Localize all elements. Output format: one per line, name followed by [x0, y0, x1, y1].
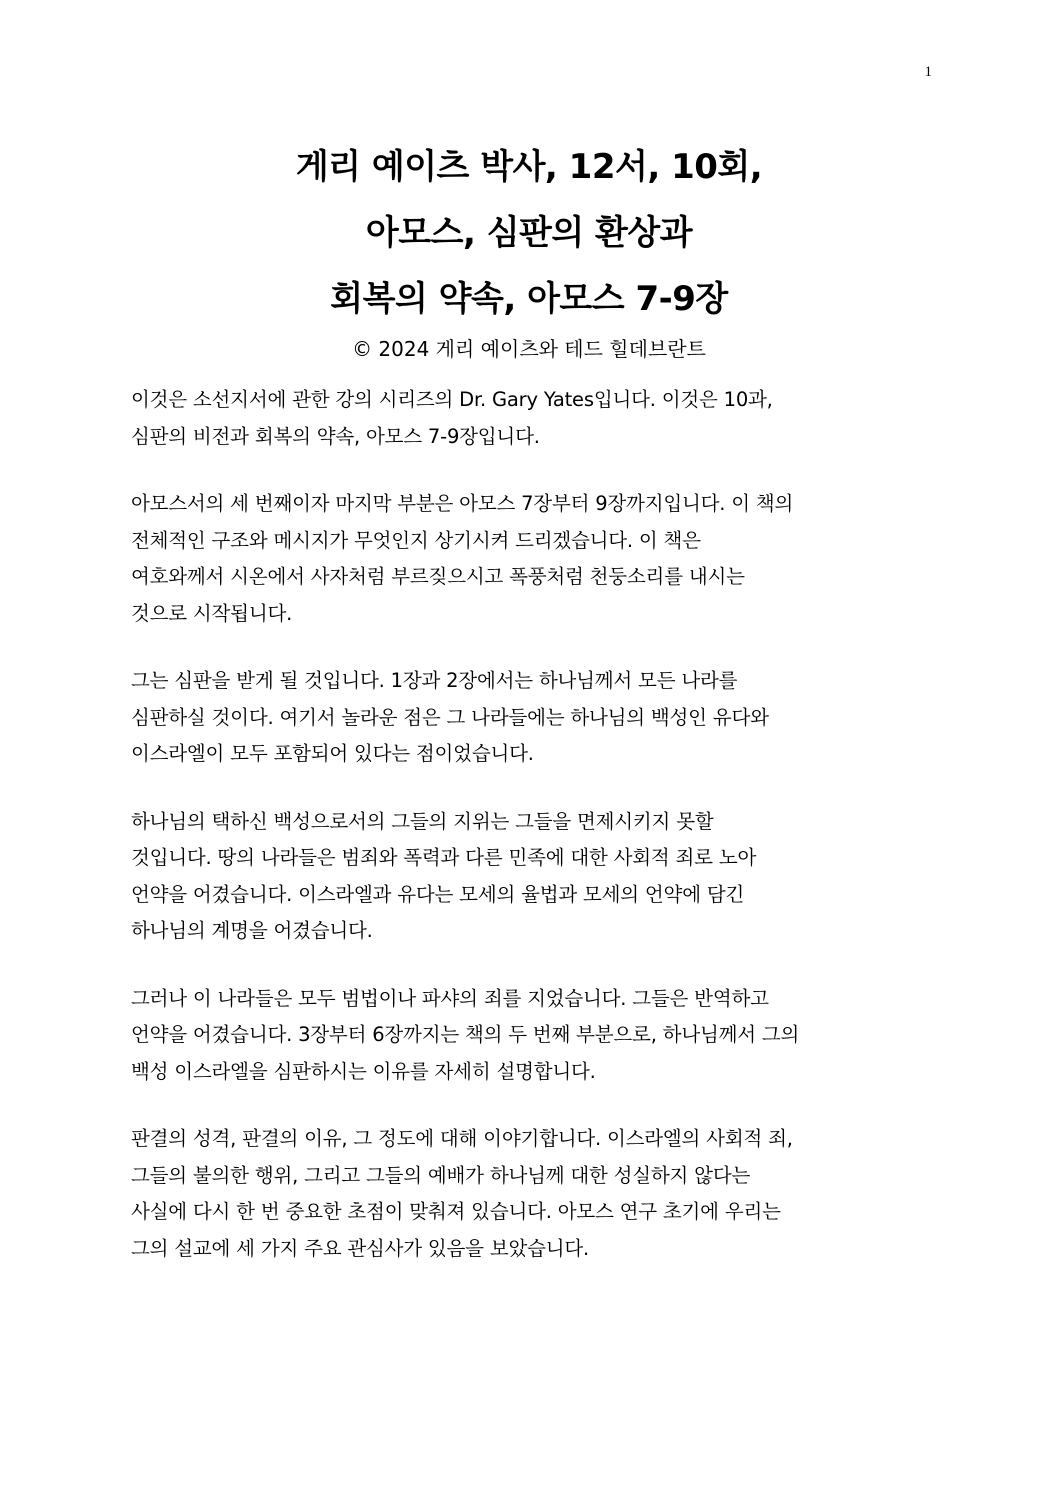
paragraph-6: 판결의 성격, 판결의 이유, 그 정도에 대해 이야기합니다. 이스라엘의 사회적 죄, 그들의 불의한 행위, 그리고 그들의 예배가 하나님께 대한 성실하지 않다는 사실에 다시 한 번 중요한 초점이 맞춰져 있습니다. 아모스 연구 초기에 우리는 그의 설교에 세 가지 주요 관심사가 있음을 보았습니다.	[131, 1127, 793, 1260]
title-line-1: 게리 예이츠 박사, 12서, 10회,	[295, 147, 763, 187]
paragraph-4: 하나님의 택하신 백성으로서의 그들의 지위는 그들을 면제시키지 못할 것입니다. 땅의 나라들은 범죄와 폭력과 다른 민족에 대한 사회적 죄로 노아 언약을 어겼습니다. 이스라엘과 유다는 모세의 율법과 모세의 언약에 담긴 하나님의 계명을 어겼습니다.	[131, 809, 757, 942]
paragraph-5: 그러나 이 나라들은 모두 범법이나 파샤의 죄를 지었습니다. 그들은 반역하고 언약을 어겼습니다. 3장부터 6장까지는 책의 두 번째 부분으로, 하나님께서 그의 백성 이스라엘을 심판하시는 이유를 자세히 설명합니다.	[131, 986, 800, 1083]
paragraph-3: 그는 심판을 받게 될 것입니다. 1장과 2장에서는 하나님께서 모든 나라를 심판하실 것이다. 여기서 놀라운 점은 그 나라들에는 하나님의 백성인 유다와 이스라엘이 모두 포함되어 있다는 점이었습니다.	[131, 669, 769, 765]
title-line-2: 아모스, 심판의 환상과	[365, 213, 693, 253]
page-number: 1	[924, 64, 932, 80]
title-line-3: 회복의 약속, 아모스 7-9장	[330, 279, 728, 319]
document-body	[131, 382, 931, 1298]
paragraph-1: 이것은 소선지서에 관한 강의 시리즈의 Dr. Gary Yates입니다. 이것은 10과, 심판의 비전과 회복의 약속, 아모스 7-9장입니다.	[131, 388, 773, 448]
copyright-notice: © 2024 게리 예이츠와 테드 힐데브란트	[352, 337, 706, 361]
document-title-block	[0, 134, 1058, 364]
paragraph-2: 아모스서의 세 번째이자 마지막 부분은 아모스 7장부터 9장까지입니다. 이 책의 전체적인 구조와 메시지가 무엇인지 상기시켜 드리겠습니다. 이 책은 여호와께서 시온에서 사자처럼 부르짖으시고 폭풍처럼 천둥소리를 내시는 것으로 시작됩니다.	[131, 492, 794, 625]
